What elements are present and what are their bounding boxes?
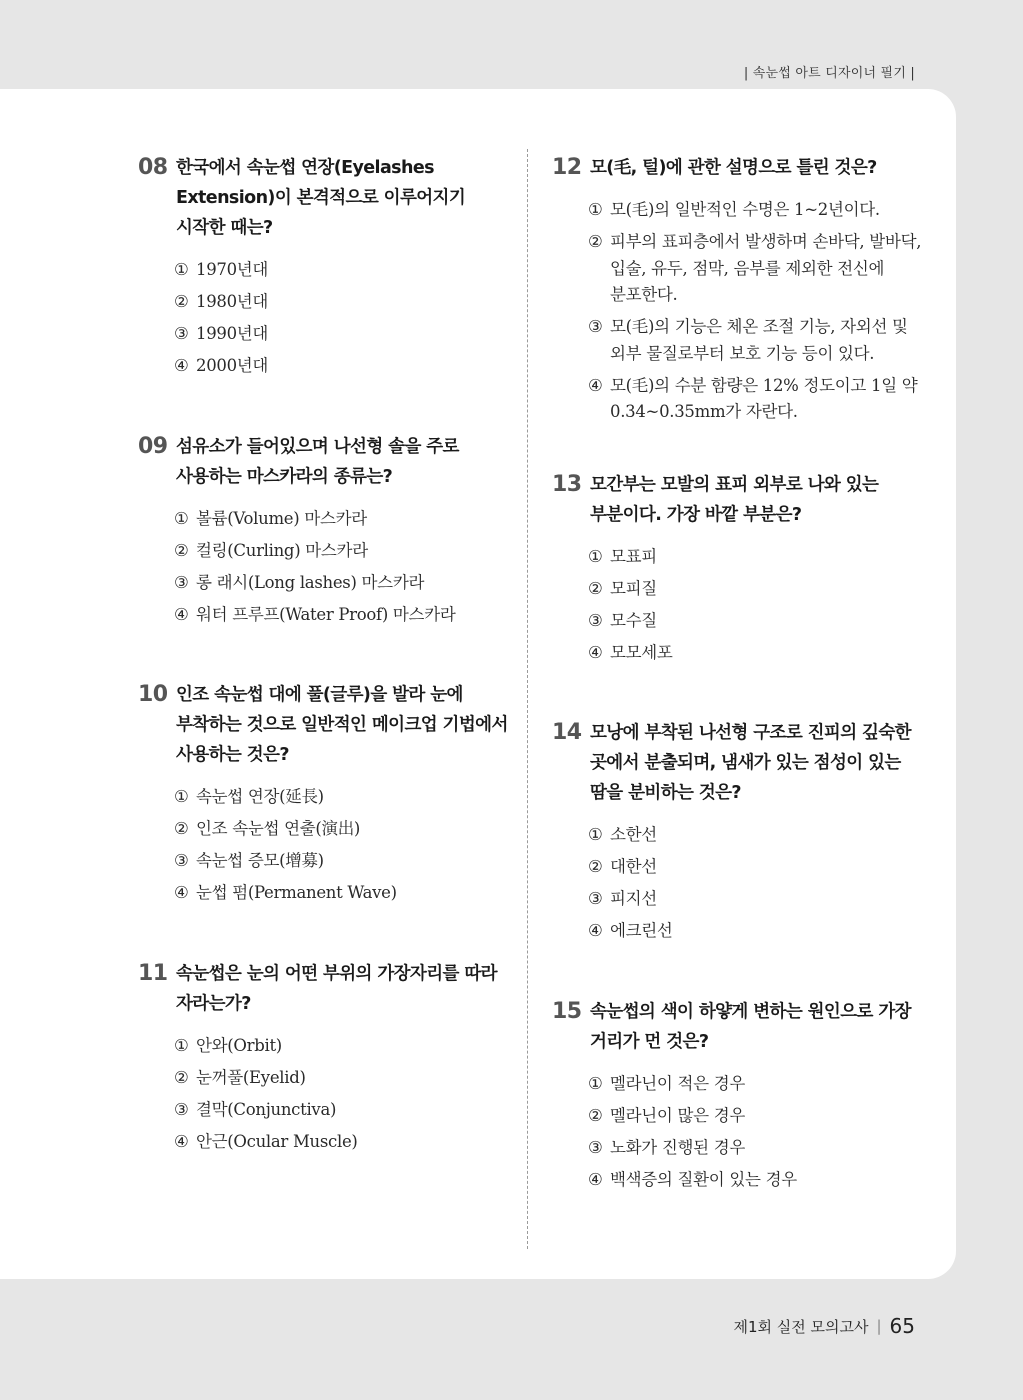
question-text: 섬유소가 들어있으며 나선형 솔을 주로 사용하는 마스카라의 종류는? bbox=[176, 436, 459, 487]
option-mark: ② bbox=[588, 857, 603, 876]
option-mark: ① bbox=[174, 260, 189, 279]
question-10 bbox=[138, 680, 510, 907]
page-sheet bbox=[0, 89, 956, 1279]
option-4[interactable] bbox=[588, 373, 924, 426]
question-number: 12 bbox=[552, 155, 582, 180]
option-mark: ② bbox=[174, 1067, 189, 1087]
options-list bbox=[588, 822, 924, 945]
option-4[interactable] bbox=[174, 602, 510, 629]
question-text: 모(毛, 털)에 관한 설명으로 틀린 것은? bbox=[590, 158, 877, 178]
option-mark: ③ bbox=[174, 851, 189, 870]
option-2[interactable] bbox=[588, 854, 924, 881]
options-list bbox=[174, 257, 510, 380]
options-list bbox=[588, 544, 924, 667]
option-mark: ③ bbox=[174, 1099, 189, 1119]
option-mark: ④ bbox=[174, 883, 189, 902]
option-1[interactable] bbox=[588, 197, 924, 224]
page-number: 65 bbox=[889, 1314, 915, 1338]
option-mark: ② bbox=[588, 578, 603, 598]
question-text: 속눈썹은 눈의 어떤 부위의 가장자리를 따라 자라는가? bbox=[176, 963, 497, 1014]
option-mark: ① bbox=[174, 1035, 189, 1055]
option-3[interactable] bbox=[174, 1097, 510, 1124]
question-12 bbox=[552, 153, 924, 426]
option-mark: ④ bbox=[174, 604, 189, 624]
option-text: 멜라닌이 적은 경우 bbox=[610, 1073, 746, 1093]
option-text: 모모세포 bbox=[610, 642, 673, 662]
question-text: 인조 속눈썹 대에 풀(글루)을 발라 눈에 부착하는 것으로 일반적인 메이크업 기법에서 사용하는 것은? bbox=[176, 685, 508, 765]
option-text: 볼륨(Volume) 마스카라 bbox=[196, 508, 367, 528]
option-text: 모(毛)의 일반적인 수명은 1~2년이다. bbox=[610, 200, 880, 219]
header-tag: | 속눈썹 아트 디자이너 필기 | bbox=[743, 66, 915, 81]
option-3[interactable] bbox=[174, 321, 510, 348]
question-08 bbox=[138, 153, 510, 380]
option-mark: ② bbox=[174, 292, 189, 311]
footer-separator: | bbox=[876, 1317, 882, 1335]
option-text: 컬링(Curling) 마스카라 bbox=[196, 540, 368, 560]
option-text: 노화가 진행된 경우 bbox=[610, 1137, 746, 1157]
question-15 bbox=[552, 997, 924, 1194]
option-mark: ④ bbox=[174, 356, 189, 375]
question-number: 10 bbox=[138, 682, 168, 707]
option-2[interactable] bbox=[174, 1065, 510, 1092]
option-mark: ④ bbox=[588, 375, 603, 395]
option-mark: ④ bbox=[588, 921, 603, 940]
option-text: 롱 래시(Long lashes) 마스카라 bbox=[196, 572, 425, 592]
option-text: 모(毛)의 수분 함량은 12% 정도이고 1일 약 0.34~0.35mm가 자란다. bbox=[610, 375, 918, 421]
left-column bbox=[138, 153, 510, 1161]
option-text: 피지선 bbox=[610, 889, 657, 908]
question-number: 11 bbox=[138, 960, 168, 986]
options-list bbox=[174, 506, 510, 629]
option-text: 1990년대 bbox=[196, 324, 269, 343]
option-mark: ① bbox=[588, 1073, 603, 1093]
option-2[interactable] bbox=[174, 816, 510, 843]
option-mark: ② bbox=[588, 232, 603, 251]
option-mark: ③ bbox=[174, 324, 189, 343]
option-text: 2000년대 bbox=[196, 356, 269, 375]
option-text: 피부의 표피층에서 발생하며 손바닥, 발바닥, 입술, 유두, 점막, 음부를 제외한 전신에 분포한다. bbox=[610, 232, 922, 304]
options-list bbox=[588, 197, 924, 426]
option-text: 1980년대 bbox=[196, 292, 269, 311]
option-2[interactable] bbox=[588, 576, 924, 603]
option-text: 안와(Orbit) bbox=[196, 1035, 282, 1055]
option-mark: ④ bbox=[588, 1169, 603, 1189]
option-2[interactable] bbox=[588, 229, 924, 309]
question-number: 09 bbox=[138, 433, 168, 459]
option-text: 속눈썹 연장(延長) bbox=[196, 787, 324, 806]
question-text: 속눈썹의 색이 하얗게 변하는 원인으로 가장 거리가 먼 것은? bbox=[590, 1001, 911, 1052]
option-1[interactable] bbox=[174, 784, 510, 811]
footer-section: 제1회 실전 모의고사 bbox=[733, 1317, 869, 1336]
question-text: 모간부는 모발의 표피 외부로 나와 있는 부분이다. 가장 바깥 부분은? bbox=[590, 474, 879, 525]
option-text: 눈꺼풀(Eyelid) bbox=[196, 1067, 306, 1087]
option-text: 멜라닌이 많은 경우 bbox=[610, 1105, 746, 1125]
option-text: 모표피 bbox=[610, 546, 657, 566]
option-3[interactable] bbox=[588, 314, 924, 367]
option-3[interactable] bbox=[174, 848, 510, 875]
question-14 bbox=[552, 718, 924, 945]
option-mark: ② bbox=[588, 1105, 603, 1125]
option-text: 에크린선 bbox=[610, 921, 673, 940]
option-4[interactable] bbox=[588, 1167, 924, 1194]
option-text: 모수질 bbox=[610, 610, 657, 630]
option-3[interactable] bbox=[174, 570, 510, 597]
option-mark: ② bbox=[174, 819, 189, 838]
option-mark: ④ bbox=[174, 1131, 189, 1151]
right-column bbox=[552, 153, 924, 1199]
option-text: 백색증의 질환이 있는 경우 bbox=[610, 1169, 797, 1189]
option-4[interactable] bbox=[174, 880, 510, 907]
option-4[interactable] bbox=[588, 640, 924, 667]
page-footer bbox=[733, 1314, 915, 1338]
option-1[interactable] bbox=[588, 1071, 924, 1098]
option-text: 1970년대 bbox=[196, 260, 269, 279]
question-text: 한국에서 속눈썹 연장(Eyelashes Extension)이 본격적으로 이루어지기 시작한 때는? bbox=[176, 158, 466, 238]
option-text: 대한선 bbox=[610, 857, 657, 876]
option-mark: ③ bbox=[588, 317, 603, 336]
option-mark: ④ bbox=[588, 642, 603, 662]
column-divider bbox=[527, 149, 528, 1249]
option-text: 모피질 bbox=[610, 578, 657, 598]
options-list bbox=[174, 784, 510, 907]
option-text: 모(毛)의 기능은 체온 조절 기능, 자외선 및 외부 물질로부터 보호 기능 등이 있다. bbox=[610, 317, 908, 363]
option-4[interactable] bbox=[588, 918, 924, 945]
option-text: 소한선 bbox=[610, 825, 657, 844]
option-mark: ① bbox=[588, 200, 603, 219]
option-text: 결막(Conjunctiva) bbox=[196, 1099, 337, 1119]
option-text: 안근(Ocular Muscle) bbox=[196, 1131, 358, 1151]
question-13 bbox=[552, 470, 924, 667]
option-3[interactable] bbox=[588, 1135, 924, 1162]
option-mark: ③ bbox=[588, 1137, 603, 1157]
option-1[interactable] bbox=[174, 257, 510, 284]
option-1[interactable] bbox=[174, 506, 510, 533]
option-mark: ③ bbox=[588, 889, 603, 908]
question-number: 13 bbox=[552, 471, 582, 497]
option-text: 속눈썹 증모(增募) bbox=[196, 851, 324, 870]
option-2[interactable] bbox=[588, 1103, 924, 1130]
option-text: 워터 프루프(Water Proof) 마스카라 bbox=[196, 604, 456, 624]
option-2[interactable] bbox=[174, 289, 510, 316]
option-mark: ③ bbox=[588, 610, 603, 630]
question-number: 08 bbox=[138, 155, 168, 180]
option-3[interactable] bbox=[588, 608, 924, 635]
option-text: 인조 속눈썹 연출(演出) bbox=[196, 819, 361, 838]
option-1[interactable] bbox=[588, 822, 924, 849]
question-11 bbox=[138, 959, 510, 1156]
option-4[interactable] bbox=[174, 1129, 510, 1156]
option-1[interactable] bbox=[174, 1033, 510, 1060]
option-2[interactable] bbox=[174, 538, 510, 565]
option-mark: ② bbox=[174, 540, 189, 560]
option-mark: ① bbox=[588, 825, 603, 844]
option-mark: ① bbox=[174, 787, 189, 806]
question-number: 15 bbox=[552, 998, 582, 1024]
question-09 bbox=[138, 432, 510, 629]
options-list bbox=[588, 1071, 924, 1194]
option-mark: ① bbox=[588, 546, 603, 566]
option-3[interactable] bbox=[588, 886, 924, 913]
options-list bbox=[174, 1033, 510, 1156]
option-mark: ③ bbox=[174, 572, 189, 592]
option-1[interactable] bbox=[588, 544, 924, 571]
question-text: 모낭에 부착된 나선형 구조로 진피의 깊숙한 곳에서 분출되며, 냄새가 있는 점성이 있는 땀을 분비하는 것은? bbox=[590, 723, 911, 803]
option-mark: ① bbox=[174, 508, 189, 528]
question-number: 14 bbox=[552, 720, 582, 745]
option-text: 눈썹 펌(Permanent Wave) bbox=[196, 883, 397, 902]
option-4[interactable] bbox=[174, 353, 510, 380]
